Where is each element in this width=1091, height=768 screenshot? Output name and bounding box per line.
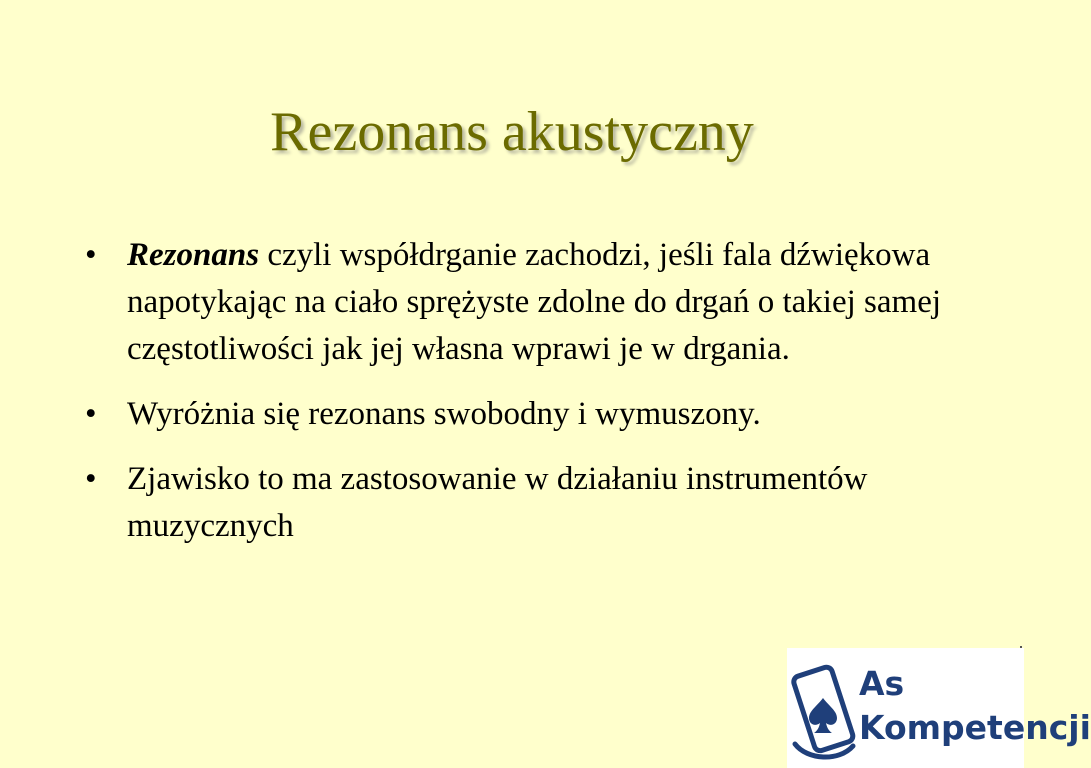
- bullet-item-application: [85, 456, 945, 550]
- bullet-text: Zjawisko to ma zastosowanie w działaniu instrumentów muzycznych: [127, 461, 868, 544]
- playing-card-spade-icon: [787, 648, 859, 768]
- bullet-marker: •: [85, 237, 97, 273]
- bullet-text: Wyróżnia się rezonans swobodny i wymuszony.: [127, 396, 761, 432]
- bullet-list: [85, 232, 945, 568]
- slide-title: Rezonans akustyczny: [270, 101, 754, 163]
- bullet-item-rezonans: [85, 232, 945, 373]
- logo-text-line2: Kompetencji: [859, 708, 1091, 747]
- bullet-term: Rezonans: [127, 237, 260, 273]
- logo: [787, 648, 1091, 768]
- logo-text-line1: As: [859, 664, 905, 703]
- bullet-text: czyli współdrganie zachodzi, jeśli fala dźwiękowa napotykając na ciało sprężyste zdolne do drgań o takiej samej częstotliwości jak jej własna wprawi je w drgania.: [127, 237, 942, 367]
- bullet-marker: •: [85, 396, 97, 432]
- bullet-marker: •: [85, 461, 97, 497]
- bullet-item-types: [85, 391, 945, 438]
